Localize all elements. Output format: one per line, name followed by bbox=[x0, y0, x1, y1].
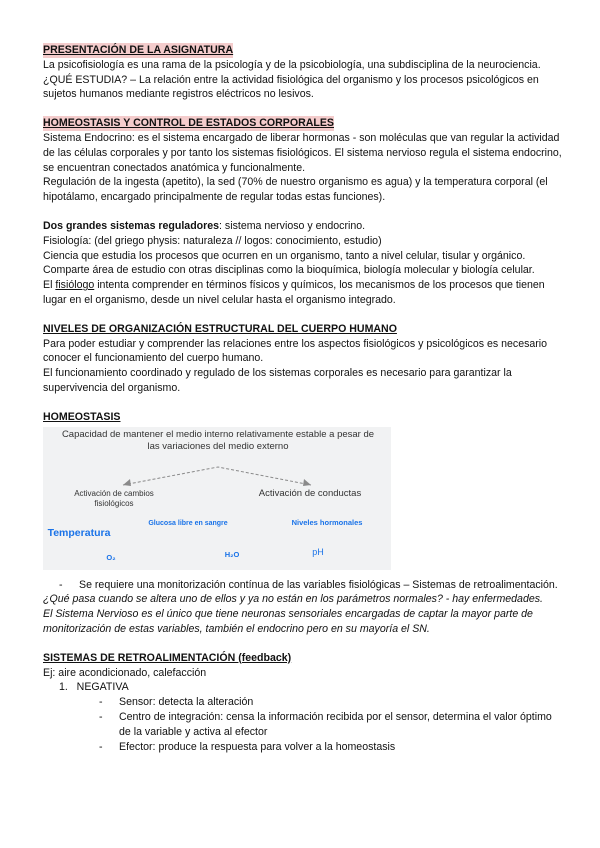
heading-niveles: NIVELES DE ORGANIZACIÓN ESTRUCTURAL DEL CUERPO HUMANO bbox=[43, 322, 397, 335]
sub-list-item bbox=[43, 740, 563, 755]
paragraph: La psicofisiología es una rama de la psicología y de la psicobiología, una subdisciplina de la neurociencia. bbox=[43, 58, 541, 71]
arrow-head-left bbox=[123, 479, 131, 486]
underlined-term: fisiólogo bbox=[55, 279, 95, 292]
text: : sistema nervioso y endocrino. bbox=[219, 219, 366, 232]
sub-list-item-text: Efector: produce la respuesta para volver a la homeostasis bbox=[119, 740, 396, 753]
list-item-text: Se requiere una monitorización contínua de las variables fisiológicas – Sistemas de retroalimentación. bbox=[79, 578, 558, 591]
italic-paragraph: El Sistema Nervioso es el único que tiene neuronas sensoriales encargadas de captar la mayor parte de monitorización de estas variables, también el endocrino pero en su mayoría el SN. bbox=[43, 608, 533, 635]
diagram-label-cambios: Activación de cambios fisiológicos bbox=[74, 488, 154, 508]
sub-list-item bbox=[43, 695, 563, 710]
diagram-label-conductas: Activación de conductas bbox=[258, 487, 362, 499]
paragraph: Sistema Endocrino: es el sistema encargado de liberar hormonas - son moléculas que van regular la actividad de las células corporales y por tanto los sistemas fisiológicos. El sistema nervioso regula el sistema endocrino, se encuentran conectados anatómica y funcionalmente. bbox=[43, 131, 562, 174]
homeostasis-diagram bbox=[43, 427, 391, 570]
paragraph: Ciencia que estudia los procesos que ocurren en un organismo, tanto a nivel celular, tisular y orgánico. bbox=[43, 249, 526, 262]
text: El bbox=[43, 279, 56, 292]
paragraph bbox=[43, 219, 563, 234]
bold-text: Dos grandes sistemas reguladores bbox=[43, 219, 220, 232]
diagram-definition: Capacidad de mantener el medio interno relativamente estable a pesar de las variaciones del medio externo bbox=[61, 428, 375, 452]
paragraph: ¿QUÉ ESTUDIA? – La relación entre la actividad fisiológica del organismo y los procesos psicológicos en sujetos humanos mediante registros eléctricos no lesivos. bbox=[43, 73, 539, 101]
text: intenta comprender en términos físicos y químicos, los mecanismos de los procesos que tienen lugar en el organismo, desde un nivel celular hasta el organismo integrado. bbox=[43, 279, 545, 306]
numbered-item: 1. NEGATIVA bbox=[59, 681, 129, 694]
paragraph: Para poder estudiar y comprender las relaciones entre los aspectos fisiológicos y psicológicos es necesario conocer el funcionamiento del cuerpo humano. bbox=[43, 337, 548, 365]
bullet-dash: - bbox=[99, 696, 103, 709]
diagram-temperatura: Temperatura bbox=[47, 526, 111, 539]
paragraph: Comparte área de estudio con otras disciplinas como la bioquímica, biología molecular y biología celular. bbox=[43, 264, 535, 277]
italic-paragraph: ¿Qué pasa cuando se altera uno de ellos y ya no están en los parámetros normales? - hay enfermedades. bbox=[43, 593, 543, 606]
paragraph: Fisiología: (del griego physis: naturaleza // logos: conocimiento, estudio) bbox=[43, 234, 382, 247]
bullet-dash: - bbox=[59, 578, 63, 591]
diagram-o2: O₂ bbox=[106, 552, 116, 562]
heading-homeostasis: HOMEOSTASIS bbox=[43, 410, 121, 423]
sub-list-item-text: Centro de integración: censa la información recibida por el sensor, determina el valor óptimo de la variable y activa al efector bbox=[119, 710, 552, 738]
branch-arrow-lines bbox=[123, 467, 311, 485]
diagram-h2o: H₂O bbox=[224, 549, 240, 559]
diagram-niveles-hormonales: Niveles hormonales bbox=[291, 517, 363, 527]
bullet-dash: - bbox=[99, 740, 103, 753]
paragraph: Regulación de la ingesta (apetito), la sed (70% de nuestro organismo es agua) y la temperatura corporal (el hipotálamo, encargado principalmente de regular todas estas funciones). bbox=[43, 176, 548, 204]
document-body bbox=[43, 43, 563, 754]
diagram-ph: pH bbox=[312, 546, 324, 557]
heading-homeostasis-control: HOMEOSTASIS Y CONTROL DE ESTADOS CORPORALES bbox=[43, 117, 334, 130]
heading-retroalimentacion: SISTEMAS DE RETROALIMENTACIÓN (feedback) bbox=[43, 651, 292, 664]
bullet-dash: - bbox=[99, 710, 103, 723]
sub-list-item-text: Sensor: detecta la alteración bbox=[119, 696, 254, 709]
paragraph: Ej: aire acondicionado, calefacción bbox=[43, 666, 207, 679]
sub-list-item bbox=[43, 710, 563, 740]
paragraph bbox=[43, 278, 563, 308]
diagram-glucosa: Glucosa libre en sangre bbox=[148, 519, 228, 527]
arrow-head-right bbox=[303, 479, 311, 486]
paragraph: El funcionamiento coordinado y regulado de los sistemas corporales es necesario para garantizar la supervivencia del organismo. bbox=[43, 367, 512, 394]
list-item bbox=[43, 578, 563, 593]
heading-presentacion: PRESENTACIÓN DE LA ASIGNATURA bbox=[43, 44, 234, 56]
